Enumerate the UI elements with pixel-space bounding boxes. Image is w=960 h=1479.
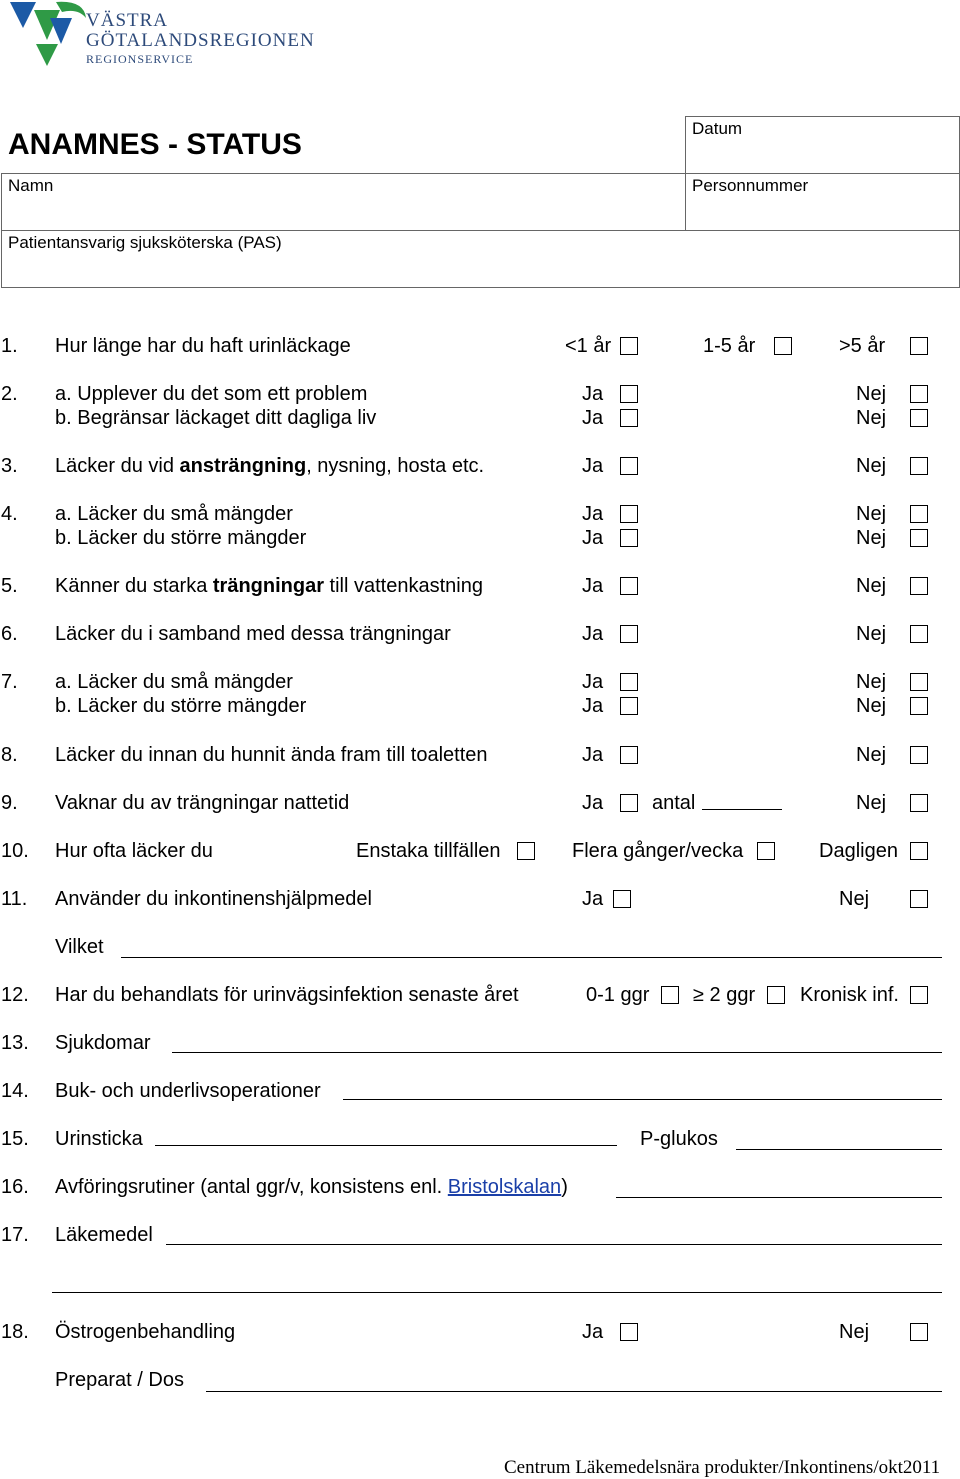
bristolskalan-link[interactable]: Bristolskalan <box>447 1176 562 1198</box>
q5-text-pre: Känner du starka <box>55 575 213 597</box>
q11-vilket-field[interactable] <box>121 957 942 958</box>
q5-ja-checkbox[interactable] <box>620 577 638 595</box>
q10-checkbox-flera[interactable] <box>757 842 775 860</box>
vgr-logo-icon <box>6 0 98 70</box>
q9-ja-label: Ja <box>582 792 604 814</box>
q17-number: 17. <box>1 1224 29 1246</box>
q17-field-extra[interactable] <box>52 1292 942 1293</box>
q7a-nej-label: Nej <box>856 671 887 693</box>
q3-ja-checkbox[interactable] <box>620 457 638 475</box>
page-title: ANAMNES - STATUS <box>8 128 302 161</box>
header-line-2 <box>1 230 959 231</box>
q8-text: Läcker du innan du hunnit ända fram till toaletten <box>55 744 488 766</box>
q14-field[interactable] <box>343 1099 942 1100</box>
q2a-nej-checkbox[interactable] <box>910 385 928 403</box>
q5-ja-label: Ja <box>582 575 604 597</box>
q1-option-lt1: <1 år <box>565 335 612 357</box>
q17-field[interactable] <box>166 1244 942 1245</box>
q11-ja-label: Ja <box>582 888 604 910</box>
q5-nej-label: Nej <box>856 575 887 597</box>
q11-vilket-label: Vilket <box>55 936 104 958</box>
q18-text: Östrogenbehandling <box>55 1321 236 1343</box>
q16-number: 16. <box>1 1176 29 1198</box>
q11-number: 11. <box>1 888 28 910</box>
q3-text-bold: ansträngning <box>179 455 307 477</box>
q11-ja-checkbox[interactable] <box>613 890 631 908</box>
q2a-text: a. Upplever du det som ett problem <box>55 383 368 405</box>
q4b-nej-checkbox[interactable] <box>910 529 928 547</box>
q16-field[interactable] <box>616 1197 942 1198</box>
q1-text: Hur länge har du haft urinläckage <box>55 335 351 357</box>
q10-option-flera: Flera gånger/vecka <box>572 840 744 862</box>
q18-nej-checkbox[interactable] <box>910 1323 928 1341</box>
q15-pglukos-label: P-glukos <box>640 1128 718 1150</box>
q18-preparat-field[interactable] <box>206 1391 942 1392</box>
personnummer-label: Personnummer <box>692 176 809 195</box>
q3-text-post: , nysning, hosta etc. <box>306 455 485 477</box>
q13-number: 13. <box>1 1032 29 1054</box>
q17-text: Läkemedel <box>55 1224 153 1246</box>
q4b-nej-label: Nej <box>856 527 887 549</box>
q8-nej-label: Nej <box>856 744 887 766</box>
q9-text: Vaknar du av trängningar nattetid <box>55 792 350 814</box>
q7a-text: a. Läcker du små mängder <box>55 671 293 693</box>
q15-pglukos-field[interactable] <box>736 1149 942 1150</box>
q5-text <box>55 574 483 598</box>
q4b-text: b. Läcker du större mängder <box>55 527 307 549</box>
q1-checkbox-lt1[interactable] <box>620 337 638 355</box>
q3-text <box>55 454 484 478</box>
q1-number: 1. <box>1 335 18 357</box>
q2b-ja-checkbox[interactable] <box>620 409 638 427</box>
q12-option-0-1: 0-1 ggr <box>586 984 650 1006</box>
q2a-ja-checkbox[interactable] <box>620 385 638 403</box>
q6-ja-checkbox[interactable] <box>620 625 638 643</box>
q12-checkbox-ge2[interactable] <box>767 986 785 1004</box>
q2b-nej-label: Nej <box>856 407 887 429</box>
q9-antal-field[interactable] <box>702 809 782 810</box>
q6-nej-label: Nej <box>856 623 887 645</box>
logo-line3: REGIONSERVICE <box>86 52 194 66</box>
q9-nej-checkbox[interactable] <box>910 794 928 812</box>
header-line-1 <box>1 173 959 174</box>
q18-ja-checkbox[interactable] <box>620 1323 638 1341</box>
logo-line2: GÖTALANDSREGIONEN <box>86 30 315 51</box>
q15-text: Urinsticka <box>55 1128 143 1150</box>
q1-checkbox-gt5[interactable] <box>910 337 928 355</box>
q2b-nej-checkbox[interactable] <box>910 409 928 427</box>
q1-option-gt5: >5 år <box>839 335 886 357</box>
q9-nej-label: Nej <box>856 792 887 814</box>
q1-checkbox-1-5[interactable] <box>774 337 792 355</box>
q12-checkbox-0-1[interactable] <box>661 986 679 1004</box>
q7b-text: b. Läcker du större mängder <box>55 695 307 717</box>
q4-number: 4. <box>1 503 18 525</box>
q18-preparat-label: Preparat / Dos <box>55 1369 184 1391</box>
q7b-nej-checkbox[interactable] <box>910 697 928 715</box>
q9-antal-label: antal <box>652 792 696 814</box>
q16-text-post: ) <box>561 1176 568 1198</box>
q4a-ja-label: Ja <box>582 503 604 525</box>
q7a-ja-label: Ja <box>582 671 604 693</box>
q10-checkbox-dagligen[interactable] <box>910 842 928 860</box>
logo <box>6 0 346 72</box>
q5-number: 5. <box>1 575 18 597</box>
q3-text-pre: Läcker du vid <box>55 455 180 477</box>
q8-number: 8. <box>1 744 18 766</box>
q6-ja-label: Ja <box>582 623 604 645</box>
q18-ja-label: Ja <box>582 1321 604 1343</box>
q10-text: Hur ofta läcker du <box>55 840 213 862</box>
q5-text-bold: trängningar <box>212 575 324 597</box>
q5-nej-checkbox[interactable] <box>910 577 928 595</box>
q4a-nej-checkbox[interactable] <box>910 505 928 523</box>
logo-line1: VÄSTRA <box>86 10 169 31</box>
q3-nej-label: Nej <box>856 455 887 477</box>
q10-option-dagligen: Dagligen <box>819 840 898 862</box>
q12-text: Har du behandlats för urinvägsinfektion senaste året <box>55 984 519 1006</box>
q3-nej-checkbox[interactable] <box>910 457 928 475</box>
q4a-ja-checkbox[interactable] <box>620 505 638 523</box>
q12-option-ge2: ≥ 2 ggr <box>693 984 756 1006</box>
q9-ja-checkbox[interactable] <box>620 794 638 812</box>
q2b-text: b. Begränsar läckaget ditt dagliga liv <box>55 407 377 429</box>
q7a-nej-checkbox[interactable] <box>910 673 928 691</box>
q4a-nej-label: Nej <box>856 503 887 525</box>
q3-ja-label: Ja <box>582 455 604 477</box>
q7b-nej-label: Nej <box>856 695 887 717</box>
header-border-bottom <box>1 287 959 288</box>
q8-nej-checkbox[interactable] <box>910 746 928 764</box>
q7a-ja-checkbox[interactable] <box>620 673 638 691</box>
q9-number: 9. <box>1 792 18 814</box>
header-border-top-right <box>685 116 959 117</box>
q2a-ja-label: Ja <box>582 383 604 405</box>
q11-nej-label: Nej <box>839 888 870 910</box>
q11-nej-checkbox[interactable] <box>910 890 928 908</box>
q10-number: 10. <box>1 840 29 862</box>
q10-option-enstaka: Enstaka tillfällen <box>356 840 501 862</box>
q6-number: 6. <box>1 623 18 645</box>
q13-text: Sjukdomar <box>55 1032 151 1054</box>
q18-nej-label: Nej <box>839 1321 870 1343</box>
q11-text: Använder du inkontinenshjälpmedel <box>55 888 372 910</box>
q4b-ja-label: Ja <box>582 527 604 549</box>
q5-text-post: till vattenkastning <box>324 575 483 597</box>
q15-number: 15. <box>1 1128 29 1150</box>
q7-number: 7. <box>1 671 18 693</box>
q16-text <box>55 1175 568 1199</box>
footer-text: Centrum Läkemedelsnära produkter/Inkontinens/okt2011 <box>504 1457 941 1478</box>
q8-ja-label: Ja <box>582 744 604 766</box>
q12-checkbox-kronisk[interactable] <box>910 986 928 1004</box>
q13-field[interactable] <box>172 1052 942 1053</box>
q16-text-pre: Avföringsrutiner (antal ggr/v, konsistens enl. <box>55 1176 448 1198</box>
q7b-ja-label: Ja <box>582 695 604 717</box>
q3-number: 3. <box>1 455 18 477</box>
namn-label: Namn <box>8 176 54 195</box>
q14-number: 14. <box>1 1080 29 1102</box>
q7b-ja-checkbox[interactable] <box>620 697 638 715</box>
q10-checkbox-enstaka[interactable] <box>517 842 535 860</box>
datum-label: Datum <box>692 119 743 138</box>
q1-option-1-5: 1-5 år <box>703 335 756 357</box>
q2a-nej-label: Nej <box>856 383 887 405</box>
q12-option-kronisk: Kronisk inf. <box>800 984 899 1006</box>
q18-number: 18. <box>1 1321 29 1343</box>
q6-nej-checkbox[interactable] <box>910 625 928 643</box>
q2b-ja-label: Ja <box>582 407 604 429</box>
q8-ja-checkbox[interactable] <box>620 746 638 764</box>
pas-label: Patientansvarig sjuksköterska (PAS) <box>8 233 282 252</box>
q2-number: 2. <box>1 383 18 405</box>
q4b-ja-checkbox[interactable] <box>620 529 638 547</box>
q6-text: Läcker du i samband med dessa trängningar <box>55 623 451 645</box>
q4a-text: a. Läcker du små mängder <box>55 503 293 525</box>
q14-text: Buk- och underlivsoperationer <box>55 1080 321 1102</box>
q15-urinsticka-field[interactable] <box>155 1145 617 1146</box>
q12-number: 12. <box>1 984 29 1006</box>
